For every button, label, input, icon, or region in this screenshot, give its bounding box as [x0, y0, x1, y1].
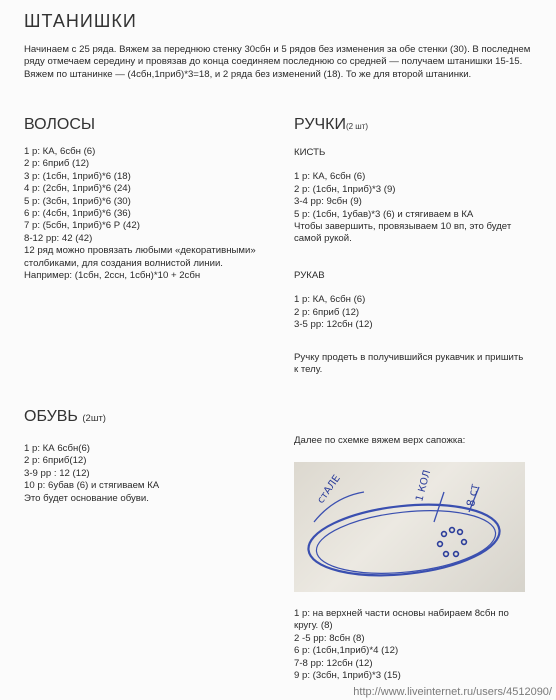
boot-row: 7-8 рр: 12сбн (12): [294, 657, 373, 669]
sleeve-subtitle: РУКАВ: [294, 270, 325, 281]
hand-note: Чтобы завершить, провязываем 10 вп, это будет самой рукой.: [294, 221, 512, 245]
hand-row: 1 р: КА, 6сбн (6): [294, 171, 366, 183]
shoes-qty: (2шт): [82, 413, 106, 424]
shoes-title: ОБУВЬ: [24, 408, 78, 425]
sleeve-row: 2 р: 6приб (12): [294, 306, 360, 318]
hair-row: 5 р: (3сбн, 1приб)*6 (30): [24, 195, 131, 207]
arms-note-block: [294, 352, 524, 377]
boot-intro-block: [294, 435, 534, 447]
hand-subtitle: КИСТЬ: [294, 147, 326, 158]
section-title-hair: ВОЛОСЫ: [24, 116, 96, 133]
boot-intro: Далее по схемке вяжем верх сапожка:: [294, 435, 466, 446]
boot-row: 2 -5 рр: 8сбн (8): [294, 632, 365, 644]
section-title-pants: ШТАНИШКИ: [24, 11, 137, 31]
pants-paragraph: Начинаем с 25 ряда. Вяжем за переднюю стенку 30сбн и 5 рядов без изменения за обе стенки (30). В последнем ряду отмечаем середину и провязав до конца соединяем последнюю со средней — получаем штанишки 15-15. Вяжем по штанинке — (4сбн,1приб)*3=18, и 2 ряда без изменений (18). То же для второй штанинки.: [24, 44, 531, 80]
shoes-row: 10 р: 6убав (6) и стягиваем КА: [24, 480, 160, 492]
sleeve-block: [294, 270, 534, 332]
hair-row: 2 р: 6приб (12): [24, 158, 90, 170]
sketch-arrow-mid: [434, 492, 444, 522]
sketch-label-right: 8 ст: [464, 482, 481, 508]
sketch-label-left: стАЛЕ: [315, 473, 343, 506]
shoes-row: Это будет основание обуви.: [24, 492, 149, 504]
section-title-arms: [294, 116, 368, 134]
hair-row: 7 р: (5сбн, 1приб)*6 Р (42): [24, 220, 140, 232]
hair-row: 3 р: (1сбн, 1приб)*6 (18): [24, 170, 131, 182]
sketch-label-mid: 1 КОЛ: [414, 468, 434, 503]
hair-instructions: [24, 146, 264, 282]
watermark-link[interactable]: http://www.liveinternet.ru/users/4512090/: [353, 686, 552, 698]
hair-row: 1 р: КА, 6сбн (6): [24, 146, 96, 157]
sleeve-row: 3-5 рр: 12сбн (12): [294, 319, 373, 331]
boot-sketch-photo: [294, 462, 525, 592]
sketch-drawing: [294, 462, 525, 592]
shoes-row: 1 р: КА 6сбн(6): [24, 443, 90, 454]
boot-row: 6 р: (1сбн,1приб)*4 (12): [294, 645, 399, 657]
hand-row: 5 р: (1сбн, 1убав)*3 (6) и стягиваем в КА: [294, 208, 474, 220]
boot-row: 9 р: (3сбн, 1приб)*3 (15): [294, 670, 401, 682]
section-title-shoes: [24, 408, 106, 426]
sole-inner-outline: [313, 503, 498, 581]
arms-qty: (2 шт): [345, 122, 369, 131]
hair-row: 4 р: (2сбн, 1приб)*6 (24): [24, 183, 131, 195]
hand-row: 2 р: (1сбн, 1приб)*3 (9): [294, 183, 396, 195]
hair-row: 8-12 рр: 42 (42): [24, 232, 93, 244]
hair-row: 6 р: (4сбн, 1приб)*6 (36): [24, 208, 131, 220]
shoes-row: 3-9 рр : 12 (12): [24, 467, 90, 479]
sole-outline: [305, 496, 503, 584]
hand-row: 3-4 рр: 9сбн (9): [294, 196, 362, 208]
arms-title: РУЧКИ: [294, 116, 346, 133]
stitch-dots: [438, 528, 467, 557]
shoes-instructions: [24, 443, 264, 505]
hand-block: [294, 147, 534, 246]
arms-note: Ручку продеть в получившийся рукавчик и пришить к телу.: [294, 352, 524, 376]
boot-row: 1 р: на верхней части основы набираем 8сбн по кругу. (8): [294, 608, 509, 632]
boot-instructions: [294, 608, 534, 682]
hair-note: 12 ряд можно провязать любыми «декоративными» столбиками, для создания волнистой линии. Например: (1сбн, 2ссн, 1сбн)*10 + 2сбн: [24, 245, 256, 282]
shoes-row: 2 р: 6приб(12): [24, 455, 87, 467]
sleeve-row: 1 р: КА, 6сбн (6): [294, 294, 366, 306]
